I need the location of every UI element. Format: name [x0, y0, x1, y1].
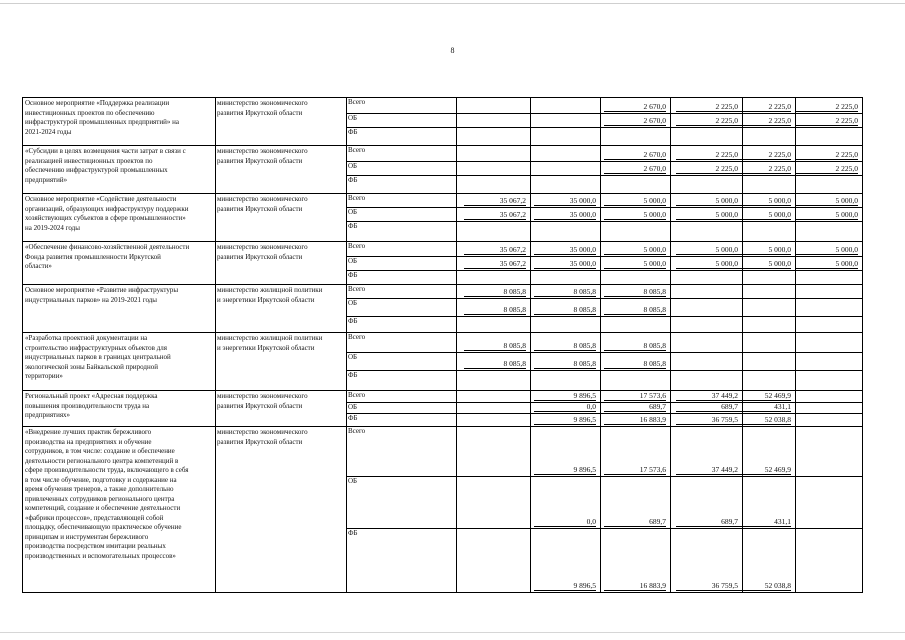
- budget-value: 9 896,5: [534, 581, 596, 591]
- budget-value: 5 000,0: [676, 210, 738, 220]
- budget-value: 431,1: [729, 517, 791, 527]
- executor-name: министерство экономического развития Иркутской области: [217, 147, 308, 165]
- subrow-border: [346, 175, 862, 176]
- budget-value: 8 085,8: [534, 359, 596, 369]
- budget-value: 2 225,0: [676, 150, 738, 160]
- funding-source-label: ОБ: [348, 208, 358, 216]
- budget-value: 2 225,0: [729, 116, 791, 126]
- budget-value: 689,7: [676, 402, 738, 412]
- funding-source-label: Всего: [348, 98, 366, 106]
- budget-value: 5 000,0: [796, 210, 858, 220]
- budget-value: 52 038,8: [729, 415, 791, 425]
- budget-value: 52 038,8: [729, 581, 791, 591]
- row-border: [22, 241, 862, 242]
- budget-value: 8 085,8: [604, 359, 666, 369]
- budget-value: 52 469,9: [729, 465, 791, 475]
- executor-name: министерство экономического развития Иркутской области: [217, 99, 308, 117]
- budget-value: 2 225,0: [729, 102, 791, 112]
- row-border: [22, 592, 862, 593]
- subrow-border: [346, 352, 862, 353]
- subrow-border: [346, 476, 862, 477]
- budget-value: 8 085,8: [534, 341, 596, 351]
- funding-source-label: ФБ: [348, 128, 358, 136]
- funding-source-label: ОБ: [348, 114, 358, 122]
- budget-value: 36 759,5: [676, 581, 738, 591]
- executor-name: министерство экономического развития Иркутской области: [217, 195, 308, 213]
- budget-value: 52 469,9: [729, 391, 791, 401]
- budget-value: 36 759,5: [676, 415, 738, 425]
- budget-value: 5 000,0: [676, 196, 738, 206]
- row-border: [22, 145, 862, 146]
- budget-value: 8 085,8: [464, 359, 526, 369]
- page-number: 8: [450, 46, 455, 55]
- activity-name: «Субсидии в целях возмещения части затрат в связи с реализацией инвестиционных проектов по обеспечению инфраструктурой промышленных предприятий»: [25, 147, 186, 184]
- budget-value: 689,7: [676, 517, 738, 527]
- executor-name: министерство экономического развития Иркутской области: [217, 243, 308, 261]
- funding-source-label: ОБ: [348, 162, 358, 170]
- budget-value: 0,0: [534, 402, 596, 412]
- budget-value: 689,7: [604, 517, 666, 527]
- budget-value: 5 000,0: [729, 259, 791, 269]
- budget-value: 5 000,0: [604, 259, 666, 269]
- activity-name: Основное мероприятие «Поддержка реализации инвестиционных проектов по обеспечению инфраструктурой промышленных предприятий» на 2021-2024 годы: [25, 99, 179, 136]
- budget-value: 8 085,8: [534, 287, 596, 297]
- budget-value: 5 000,0: [729, 245, 791, 255]
- funding-source-label: Всего: [348, 427, 366, 435]
- activity-name: «Внедрение лучших практик бережливого производства на предприятиях и обучение сотрудников, в том числе: создание и обеспечение деятельности регионального центра компетенций в сфере производительности труда, включающего в себя в том числе обучение, подготовку и содержание на время обучения тренеров, а также дополнительно привлеченных сотрудников регионального центра компетенций, создание и обеспечение деятельности «фабрики процессов», представляющей собой площадку, обеспечивающую практическое обучение принципам и инструментам бережливого производства посредством имитации реальных производственных и вспомогательных процессов»: [25, 428, 189, 560]
- row-border: [22, 284, 862, 285]
- executor-name: министерство экономического развития Иркутской области: [217, 428, 308, 446]
- subrow-border: [346, 161, 862, 162]
- budget-value: 8 085,8: [464, 305, 526, 315]
- column-border: [670, 97, 671, 593]
- budget-value: 16 883,9: [604, 415, 666, 425]
- activity-name: «Обеспечение финансово-хозяйственной деятельности Фонда развития промышленности Иркутской области»: [25, 243, 190, 270]
- row-border: [22, 193, 862, 194]
- budget-value: 5 000,0: [796, 196, 858, 206]
- budget-value: 37 449,2: [676, 465, 738, 475]
- activity-name: Основное мероприятие «Развитие инфраструктуры индустриальных парков» на 2019-2021 годы: [25, 286, 179, 304]
- row-border: [22, 426, 862, 427]
- budget-value: 5 000,0: [604, 210, 666, 220]
- budget-value: 35 067,2: [464, 245, 526, 255]
- budget-value: 35 000,0: [534, 245, 596, 255]
- funding-source-label: ФБ: [348, 222, 358, 230]
- column-border: [456, 97, 457, 593]
- budget-value: 8 085,8: [604, 305, 666, 315]
- budget-value: 8 085,8: [604, 341, 666, 351]
- budget-value: 2 225,0: [796, 164, 858, 174]
- subrow-border: [346, 113, 862, 114]
- column-border: [346, 97, 347, 593]
- budget-value: 689,7: [604, 402, 666, 412]
- page-bottom-edge: [0, 632, 905, 633]
- budget-value: 2 225,0: [796, 150, 858, 160]
- funding-source-label: ОБ: [348, 477, 358, 485]
- budget-value: 5 000,0: [676, 245, 738, 255]
- subrow-border: [346, 298, 862, 299]
- executor-name: министерство жилищной политики и энергетики Иркутской области: [217, 334, 323, 352]
- budget-value: 35 000,0: [534, 196, 596, 206]
- funding-source-label: Всего: [348, 194, 366, 202]
- subrow-border: [346, 413, 862, 414]
- budget-value: 5 000,0: [796, 259, 858, 269]
- budget-value: 35 000,0: [534, 210, 596, 220]
- budget-value: 8 085,8: [534, 305, 596, 315]
- funding-source-label: Всего: [348, 285, 366, 293]
- budget-value: 2 670,0: [604, 150, 666, 160]
- budget-value: 9 896,5: [534, 391, 596, 401]
- budget-value: 8 085,8: [604, 287, 666, 297]
- subrow-border: [346, 316, 862, 317]
- column-border: [600, 97, 601, 593]
- activity-name: «Разработка проектной документации на строительство инфраструктурных объектов для индустриальных парков в границах центральной экологической зоны Байкальской природной территории»: [25, 334, 171, 380]
- budget-value: 0,0: [534, 517, 596, 527]
- budget-value: 35 067,2: [464, 210, 526, 220]
- subrow-border: [346, 221, 862, 222]
- activity-name: Региональный проект «Адресная поддержка повышения производительности труда на предприятиях»: [25, 392, 158, 419]
- subrow-border: [346, 370, 862, 371]
- budget-value: 5 000,0: [604, 196, 666, 206]
- budget-value: 17 573,6: [604, 465, 666, 475]
- funding-source-label: ФБ: [348, 529, 358, 537]
- budget-value: 5 000,0: [676, 259, 738, 269]
- budget-value: 16 883,9: [604, 581, 666, 591]
- budget-value: 9 896,5: [534, 465, 596, 475]
- budget-value: 2 670,0: [604, 164, 666, 174]
- funding-source-label: Всего: [348, 333, 366, 341]
- budget-value: 8 085,8: [464, 287, 526, 297]
- funding-source-label: ОБ: [348, 299, 358, 307]
- executor-name: министерство экономического развития Иркутской области: [217, 392, 308, 410]
- funding-source-label: ФБ: [348, 271, 358, 279]
- budget-value: 17 573,6: [604, 391, 666, 401]
- funding-source-label: Всего: [348, 242, 366, 250]
- subrow-border: [346, 207, 862, 208]
- budget-value: 2 225,0: [676, 164, 738, 174]
- budget-value: 35 000,0: [534, 259, 596, 269]
- activity-name: Основное мероприятие «Содействие деятельности организаций, образующих инфраструктуру поддержки хозяйствующих субъектов в сфере промышленности» на 2019-2024 годы: [25, 195, 189, 232]
- subrow-border: [346, 256, 862, 257]
- funding-source-label: ФБ: [348, 371, 358, 379]
- budget-value: 2 225,0: [676, 102, 738, 112]
- budget-value: 2 225,0: [729, 164, 791, 174]
- budget-value: 2 225,0: [729, 150, 791, 160]
- column-border: [22, 97, 23, 593]
- budget-value: 5 000,0: [796, 245, 858, 255]
- budget-value: 2 225,0: [796, 102, 858, 112]
- funding-source-label: ФБ: [348, 317, 358, 325]
- column-border: [862, 97, 863, 593]
- budget-value: 2 670,0: [604, 116, 666, 126]
- budget-value: 9 896,5: [534, 415, 596, 425]
- funding-source-label: ОБ: [348, 257, 358, 265]
- subrow-border: [346, 270, 862, 271]
- funding-source-label: ФБ: [348, 176, 358, 184]
- budget-value: 5 000,0: [729, 210, 791, 220]
- budget-value: 431,1: [729, 402, 791, 412]
- funding-source-label: Всего: [348, 391, 366, 399]
- budget-value: 5 000,0: [729, 196, 791, 206]
- subrow-border: [346, 127, 862, 128]
- budget-value: 37 449,2: [676, 391, 738, 401]
- subrow-border: [346, 528, 862, 529]
- budget-value: 5 000,0: [604, 245, 666, 255]
- funding-source-label: ФБ: [348, 414, 358, 422]
- budget-value: 35 067,2: [464, 196, 526, 206]
- funding-source-label: Всего: [348, 146, 366, 154]
- executor-name: министерство жилищной политики и энергетики Иркутской области: [217, 286, 323, 304]
- column-border: [530, 97, 531, 593]
- row-border: [22, 97, 862, 98]
- row-border: [22, 332, 862, 333]
- column-border: [215, 97, 216, 593]
- funding-source-label: ОБ: [348, 403, 358, 411]
- budget-value: 2 670,0: [604, 102, 666, 112]
- budget-value: 8 085,8: [464, 341, 526, 351]
- funding-source-label: ОБ: [348, 353, 358, 361]
- budget-value: 2 225,0: [796, 116, 858, 126]
- budget-value: 35 067,2: [464, 259, 526, 269]
- budget-value: 2 225,0: [676, 116, 738, 126]
